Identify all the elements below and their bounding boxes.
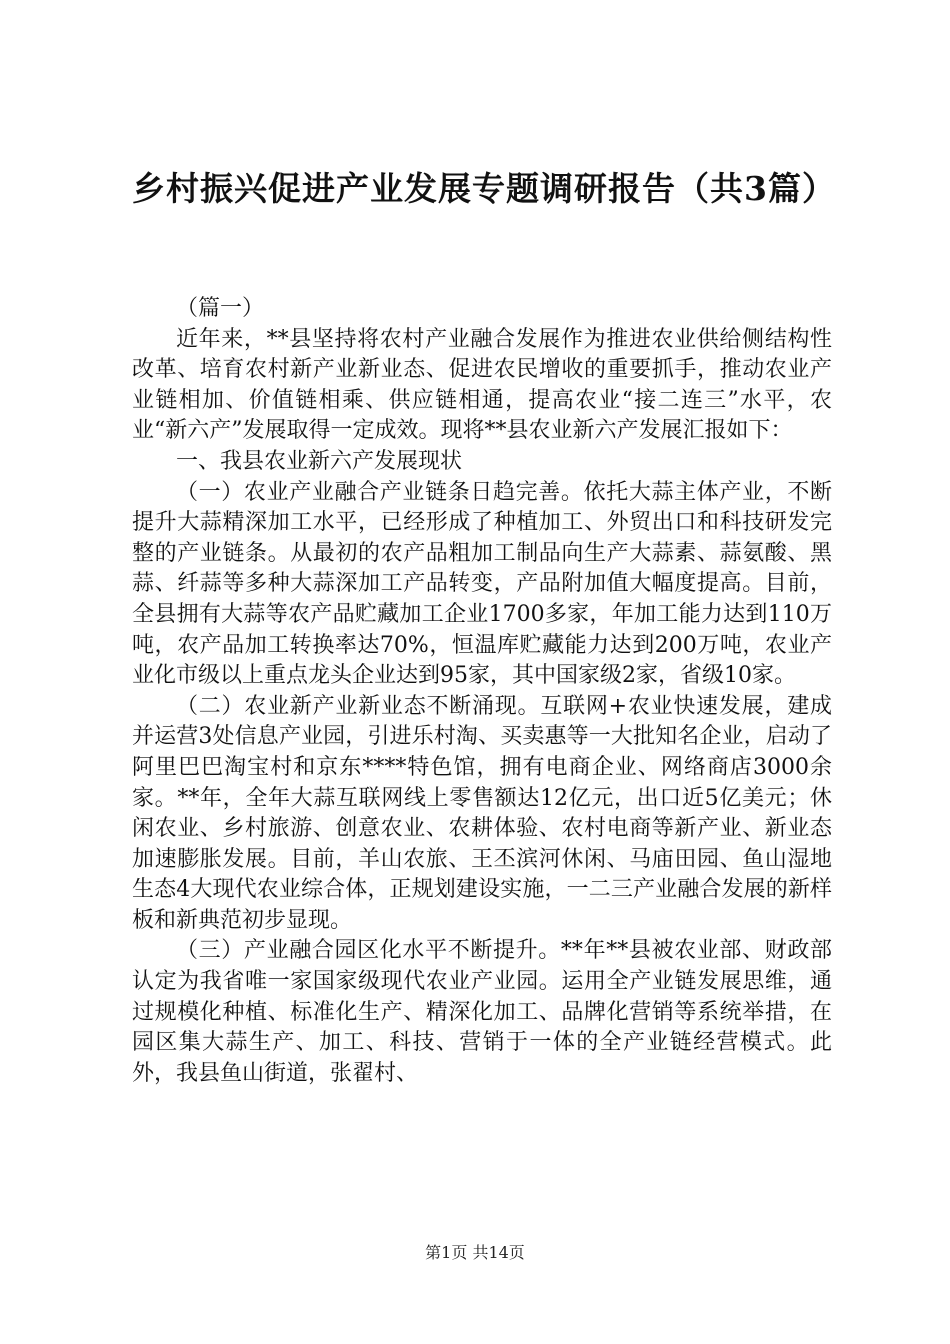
document-title: 乡村振兴促进产业发展专题调研报告（共3篇） (132, 169, 836, 208)
page-footer: 第1页 共14页 (425, 1243, 525, 1262)
section-label: （篇一） (176, 296, 265, 321)
paragraph-1: （一）农业产业融合产业链条日趋完善。依托大蒜主体产业，不断提升大蒜精深加工水平，已经形成了种植加工、外贸出口和科技研发完整的产业链条。从最初的农产品粗加工制品向生产大蒜素、蒜氨酸、黑蒜、纤蒜等多种大蒜深加工产品转变，产品附加值大幅度提高。目前，全县拥有大蒜等农产品贮藏加工企业1700多家，年加工能力达到110万吨，农产品加工转换率达70%，恒温库贮藏能力达到200万吨，农业产业化市级以上重点龙头企业达到95家，其中国家级2家，省级10家。 (132, 479, 832, 689)
paragraph-intro: 近年来，**县坚持将农村产业融合发展作为推进农业供给侧结构性改革、培育农村新产业新业态、促进农民增收的重要抓手，推动农业产业链相加、价值链相乘、供应链相通，提高农业“接二连三”水平，农业“新六产”发展取得一定成效。现将**县农业新六产发展汇报如下： (132, 326, 832, 444)
section-heading: 一、我县农业新六产发展现状 (176, 448, 463, 474)
document-body (132, 294, 832, 1089)
paragraph-3: （三）产业融合园区化水平不断提升。**年**县被农业部、财政部认定为我省唯一家国家级现代农业产业园。运用全产业链发展思维，通过规模化种植、标准化生产、精深化加工、品牌化营销等系统举措，在园区集大蒜生产、加工、科技、营销于一体的全产业链经营模式。此外，我县鱼山街道，张翟村、 (132, 938, 832, 1086)
paragraph-2: （二）农业新产业新业态不断涌现。互联网+农业快速发展，建成并运营3处信息产业园，引进乐村淘、买卖惠等一大批知名企业，启动了阿里巴巴淘宝村和京东****特色馆，拥有电商企业、网络商店3000余家。**年，全年大蒜互联网线上零售额达12亿元，出口近5亿美元；休闲农业、乡村旅游、创意农业、农耕体验、农村电商等新产业、新业态加速膨胀发展。目前，羊山农旅、王丕滨河休闲、马庙田园、鱼山湿地生态4大现代农业综合体，正规划建设实施，一二三产业融合发展的新样板和新典范初步显现。 (132, 693, 832, 933)
